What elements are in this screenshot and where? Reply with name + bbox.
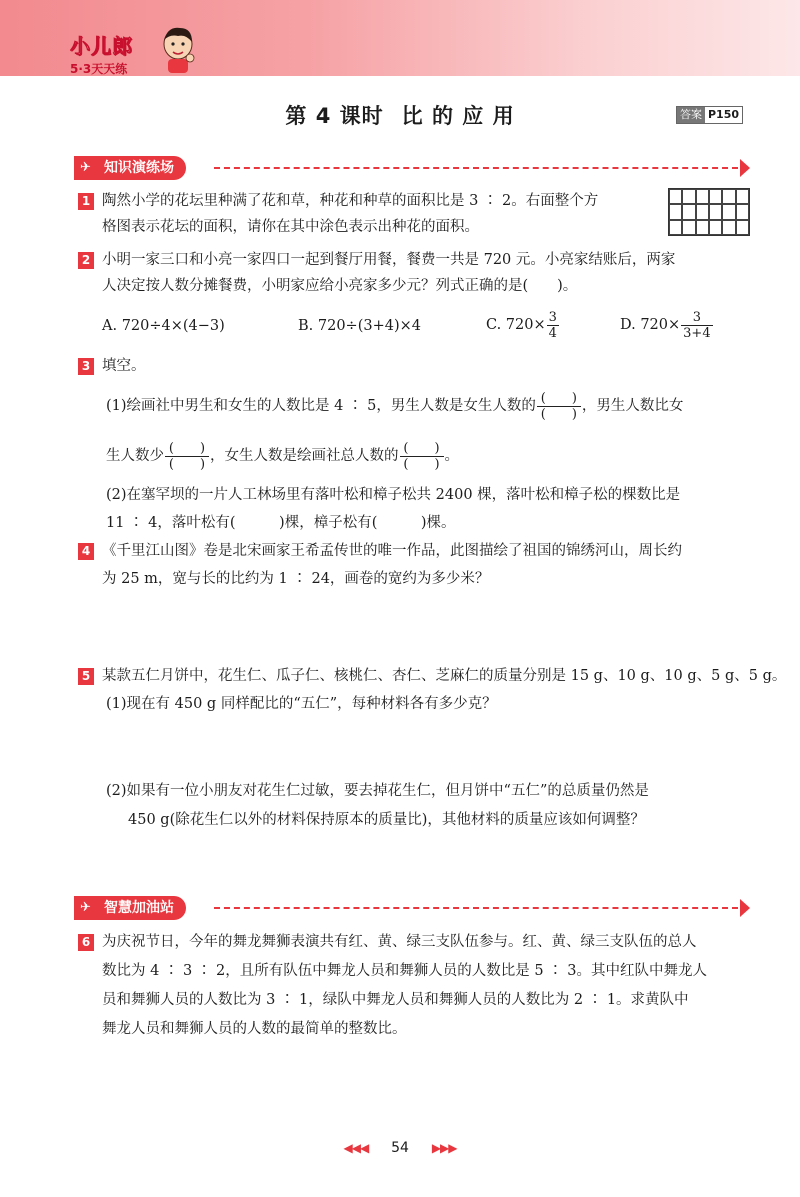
q3-part2-line2[interactable]: 11 ∶ 4，落叶松有( )棵，樟子松有( )棵。 (106, 515, 456, 531)
section-divider (214, 167, 738, 169)
q3-p1-text-b: ，男生人数比女 (581, 398, 684, 414)
left-arrows-icon: ◀◀◀ (343, 1141, 369, 1155)
denominator: 4 (548, 325, 557, 341)
section-title: 知识演练场 (104, 160, 174, 176)
q6-text-line1: 为庆祝节日，今年的舞龙舞狮表演共有红、黄、绿三支队伍参与。红、黄、绿三支队伍的总人 (102, 934, 697, 950)
numerator-blank: ( ) (168, 440, 206, 456)
q2-option-c[interactable] (486, 306, 560, 344)
q3-part1-line1 (106, 386, 683, 426)
section-divider (214, 907, 738, 909)
mascot-boy-icon (158, 22, 198, 74)
section-pill (74, 896, 186, 920)
denominator: 3+4 (683, 325, 711, 341)
page-footer (0, 1140, 800, 1156)
page-number: 54 (391, 1140, 409, 1156)
answer-page: P150 (708, 108, 740, 121)
runner-icon: ✈ (80, 160, 91, 175)
fraction (681, 311, 712, 340)
denominator-blank: ( ) (540, 406, 577, 422)
q2-option-d[interactable] (620, 306, 714, 344)
question-number: 6 (78, 934, 94, 951)
logo-title: 小儿郎 (70, 34, 133, 58)
answer-reference (676, 106, 743, 124)
question-number: 4 (78, 543, 94, 560)
q1-text-line1: 陶然小学的花坛里种满了花和草，种花和种草的面积比是 3 ∶ 2。右面整个方 (102, 193, 599, 209)
q3-part2-line1: (2)在塞罕坝的一片人工林场里有落叶松和樟子松共 2400 棵，落叶松和樟子松的棵数比是 (106, 487, 681, 503)
fraction (547, 311, 559, 340)
section-title: 智慧加油站 (104, 900, 174, 916)
fill-in-fraction-blank[interactable] (400, 442, 444, 471)
q3-p1-text-c: 生人数少 (106, 448, 164, 464)
denominator-blank: ( ) (403, 456, 440, 472)
arrow-right-icon (740, 159, 750, 177)
question-number: 3 (78, 358, 94, 375)
q5-text-line1: 某款五仁月饼中，花生仁、瓜子仁、核桃仁、杏仁、芝麻仁的质量分别是 15 g、10 g、10 g、5 g、5 g。 (102, 668, 787, 684)
answer-label: 答案 (677, 107, 705, 123)
numerator-blank: ( ) (403, 440, 440, 456)
q2-option-a[interactable]: A. 720÷4×(4−3) (102, 318, 225, 334)
runner-icon: ✈ (80, 900, 91, 915)
flowerbed-grid[interactable] (668, 188, 750, 236)
q5-part2-line1: (2)如果有一位小朋友对花生仁过敏，要去掉花生仁，但月饼中“五仁”的总质量仍然是 (106, 783, 649, 799)
q4-text-line2: 为 25 m，宽与长的比约为 1 ∶ 24，画卷的宽约为多少米？ (102, 571, 490, 587)
numerator-blank: ( ) (540, 390, 577, 406)
q5-part1: (1)现在有 450 g 同样配比的“五仁”，每种材料各有多少克？ (106, 696, 497, 712)
right-arrows-icon: ▶▶▶ (431, 1141, 457, 1155)
brand-logo (70, 30, 133, 77)
q3-part1-line2 (106, 436, 459, 476)
fill-in-fraction-blank[interactable] (537, 392, 581, 421)
arrow-right-icon (740, 899, 750, 917)
fill-in-fraction-blank[interactable] (165, 442, 209, 471)
question-number: 1 (78, 193, 94, 210)
section-pill (74, 156, 186, 180)
section-header-practice (74, 156, 750, 180)
logo-subtitle: 5·3天天练 (70, 62, 128, 76)
question-number: 2 (78, 252, 94, 269)
option-d-prefix: D. 720× (620, 317, 681, 333)
q6-text-line3: 员和舞狮人员的人数比为 3 ∶ 1，绿队中舞龙人员和舞狮人员的人数比为 2 ∶ 1。求黄队中 (102, 992, 689, 1008)
lesson-number: 第 4 课时 (285, 104, 384, 128)
section-header-wisdom (74, 896, 750, 920)
q2-option-b[interactable]: B. 720÷(3+4)×4 (298, 318, 421, 334)
q1-text-line2: 格图表示花坛的面积，请你在其中涂色表示出种花的面积。 (102, 219, 479, 235)
q3-p1-text-a: (1)绘画社中男生和女生的人数比是 4 ∶ 5，男生人数是女生人数的 (106, 398, 536, 414)
q2-text-line2: 人决定按人数分摊餐费，小明家应给小亮家多少元？列式正确的是( )。 (102, 278, 578, 294)
numerator: 3 (548, 309, 557, 325)
q5-part2-line2: 450 g(除花生仁以外的材料保持原本的质量比)，其他材料的质量应该如何调整？ (128, 812, 645, 828)
numerator: 3 (692, 309, 702, 325)
q3-heading: 填空。 (102, 358, 146, 374)
q3-p1-text-d: ，女生人数是绘画社总人数的 (210, 448, 399, 464)
q2-text-line1: 小明一家三口和小亮一家四口一起到餐厅用餐，餐费一共是 720 元。小亮家结账后，两家 (102, 252, 676, 268)
q6-text-line4: 舞龙人员和舞狮人员的人数的最简单的整数比。 (102, 1021, 407, 1037)
lesson-topic: 比 的 应 用 (401, 104, 515, 128)
question-number: 5 (78, 668, 94, 685)
q3-p1-text-e: 。 (444, 448, 459, 464)
denominator-blank: ( ) (168, 456, 206, 472)
option-c-prefix: C. 720× (486, 317, 546, 333)
q4-text-line1: 《千里江山图》卷是北宋画家王希孟传世的唯一作品，此图描绘了祖国的锦绣河山，周长约 (102, 543, 682, 559)
q6-text-line2: 数比为 4 ∶ 3 ∶ 2，且所有队伍中舞龙人员和舞狮人员的人数比是 5 ∶ 3。其中红队中舞龙人 (102, 963, 707, 979)
